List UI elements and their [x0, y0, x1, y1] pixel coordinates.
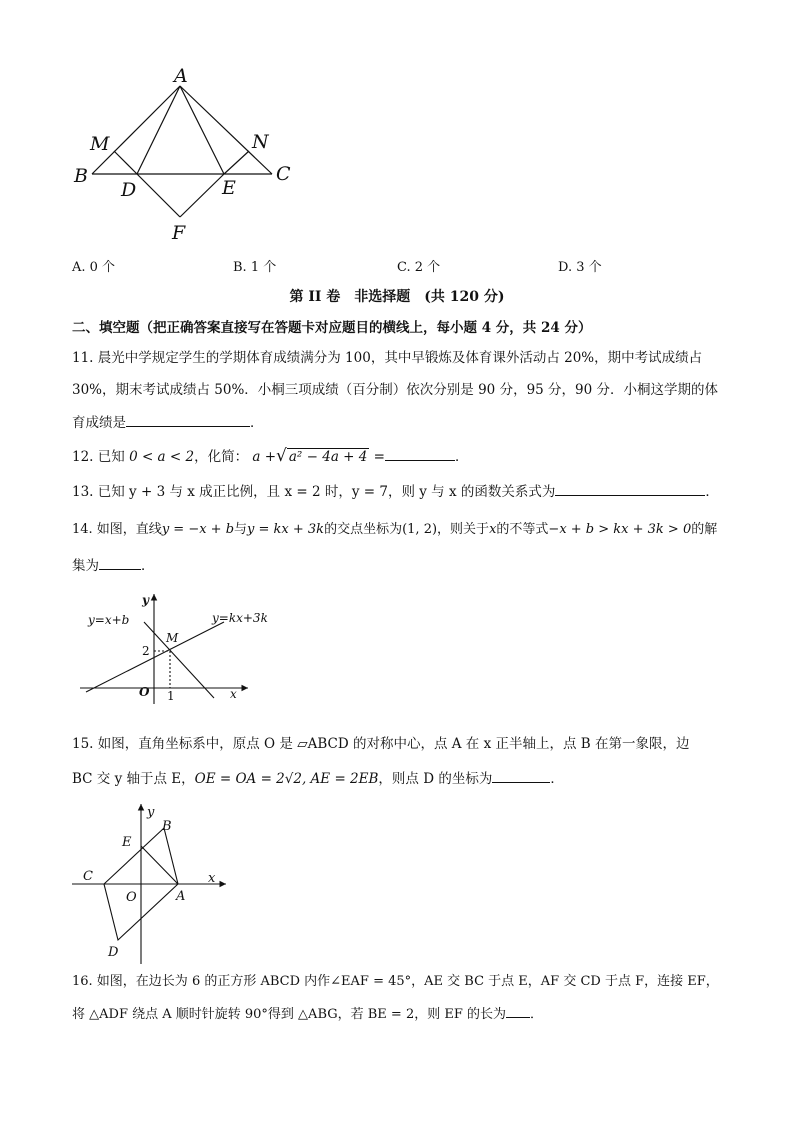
q13-answer-blank[interactable]: [555, 481, 705, 496]
label-e: E: [222, 177, 236, 199]
q12-end: ．: [454, 449, 469, 465]
segment-ae: [180, 86, 224, 174]
section2-title: 二、填空题（把正确答案直接写在答题卡对应题目的横线上，每小题 4 分，共 24 分）: [72, 320, 592, 336]
q12-expr-a: a +: [252, 449, 277, 465]
q14-line-2: y = kx + 3k: [247, 522, 325, 537]
label-f: F: [172, 222, 186, 244]
segment-ef: [180, 174, 224, 217]
label-d: D: [108, 945, 119, 960]
q13: [72, 481, 719, 502]
segment-md: [114, 151, 137, 174]
q12-prefix: 12. 已知: [72, 449, 125, 465]
q12-answer-blank[interactable]: [385, 446, 455, 461]
q14-line2: [72, 555, 155, 576]
q11-answer-blank[interactable]: [126, 412, 250, 427]
q12-mid: ，化简：: [194, 449, 249, 465]
part2-title: 第 II 卷 非选择题 (共 120 分): [289, 289, 505, 305]
q14-end: ．: [141, 558, 155, 574]
label-e: E: [122, 835, 132, 850]
q11-line2: 30%，期末考试成绩占 50%．小桐三项成绩（百分制）依次分别是 90 分，95 分，90 分．小桐这学期的体: [72, 382, 719, 398]
q14-p6: 的解: [691, 522, 718, 537]
label-a: A: [176, 889, 186, 904]
q16-answer-blank[interactable]: [506, 1003, 530, 1018]
label-x: x: [208, 871, 216, 886]
q11-end: ．: [250, 415, 264, 431]
label-x: x: [230, 687, 237, 701]
q14-line1: [72, 520, 717, 540]
segment-ad: [137, 86, 180, 174]
q16-line2-text: 将 △ADF 绕点 A 顺时针旋转 90°得到 △ABG，若 BE = 2，则 EF 的长为: [72, 1007, 506, 1022]
label-o: O: [139, 685, 150, 699]
q13-end: ．: [705, 484, 719, 500]
q15-line1: 15. 如图，直角坐标系中，原点 O 是 ▱ABCD 的对称中心，点 A 在 x 正半轴上，点 B 在第一象限，边: [72, 736, 690, 752]
segment-ab: [92, 86, 180, 174]
q15-line2: [72, 768, 564, 789]
label-line-xb: y=x+b: [88, 613, 130, 627]
label-b: B: [162, 819, 172, 834]
q15-l2a: BC 交 y 轴于点 E，: [72, 771, 195, 787]
q12-condition: 0 < a < 2: [129, 449, 195, 465]
q14-var: x: [489, 522, 497, 537]
q14-p4: ，则关于: [437, 522, 490, 537]
q12-sqrt-sign: √: [276, 446, 287, 466]
label-m: M: [90, 133, 110, 155]
q16-line2: [72, 1003, 543, 1025]
q14-p1: 14. 如图，直线: [72, 522, 162, 537]
line-kx-3k: [86, 622, 224, 692]
label-y: y: [147, 805, 155, 820]
q14-line2-text: 集为: [72, 558, 99, 574]
q16-end: ．: [530, 1007, 544, 1022]
option-c: C. 2 个: [397, 260, 441, 275]
q12: [72, 446, 468, 467]
q11-text: 育成绩是: [72, 415, 126, 431]
q14-answer-blank[interactable]: [99, 555, 141, 570]
q14-point: (1, 2): [402, 522, 438, 537]
segment-ne: [224, 151, 249, 174]
q11-line1: 11. 晨光中学规定学生的学期体育成绩满分为 100，其中早锻炼及体育课外活动占 20%，期中考试成绩占: [72, 350, 703, 366]
q14-p5: 的不等式: [496, 522, 549, 537]
q12-radicand: a² − 4a + 4: [288, 449, 368, 465]
segment-df: [137, 174, 180, 217]
q15-condition: OE = OA = 2√2, AE = 2EB: [194, 771, 379, 787]
q14-p3: 的交点坐标为: [324, 522, 403, 537]
label-c: C: [276, 163, 291, 185]
label-a: A: [174, 65, 188, 87]
q14-line-1: y = −x + b: [161, 522, 235, 537]
option-b: B. 1 个: [233, 260, 277, 275]
q15-answer-blank[interactable]: [492, 768, 550, 783]
q15-end: ．: [550, 771, 564, 787]
q12-equals: =: [373, 449, 385, 465]
option-d: D. 3 个: [558, 260, 602, 275]
label-c: C: [83, 869, 93, 884]
figure-triangle-abc: [66, 62, 306, 244]
label-n: N: [252, 131, 269, 153]
label-1: 1: [167, 689, 175, 703]
label-y: y: [142, 593, 149, 607]
segment-ac: [180, 86, 272, 174]
label-line-kx3k: y=kx+3k: [212, 611, 268, 625]
q14-inequality: −x + b > kx + 3k > 0: [548, 522, 692, 537]
label-d: D: [121, 179, 137, 201]
q11-line3: [72, 412, 264, 433]
option-a: A. 0 个: [72, 260, 116, 275]
segment-ae: [141, 846, 178, 884]
q13-text: 13. 已知 y + 3 与 x 成正比例，且 x = 2 时，y = 7，则 y 与 x 的函数关系式为: [72, 484, 556, 500]
figure-line-graph: [78, 588, 268, 706]
label-o: O: [126, 890, 137, 905]
label-m: M: [166, 631, 179, 645]
q14-p2: 与: [234, 522, 248, 537]
label-b: B: [74, 165, 88, 187]
figure-parallelogram: [68, 800, 234, 966]
label-2: 2: [142, 644, 150, 658]
q15-l2c: ，则点 D 的坐标为: [378, 771, 493, 787]
q16-line1: 16. 如图，在边长为 6 的正方形 ABCD 内作∠EAF = 45°，AE 交 BC 于点 E，AF 交 CD 于点 F，连接 EF，: [72, 974, 719, 989]
